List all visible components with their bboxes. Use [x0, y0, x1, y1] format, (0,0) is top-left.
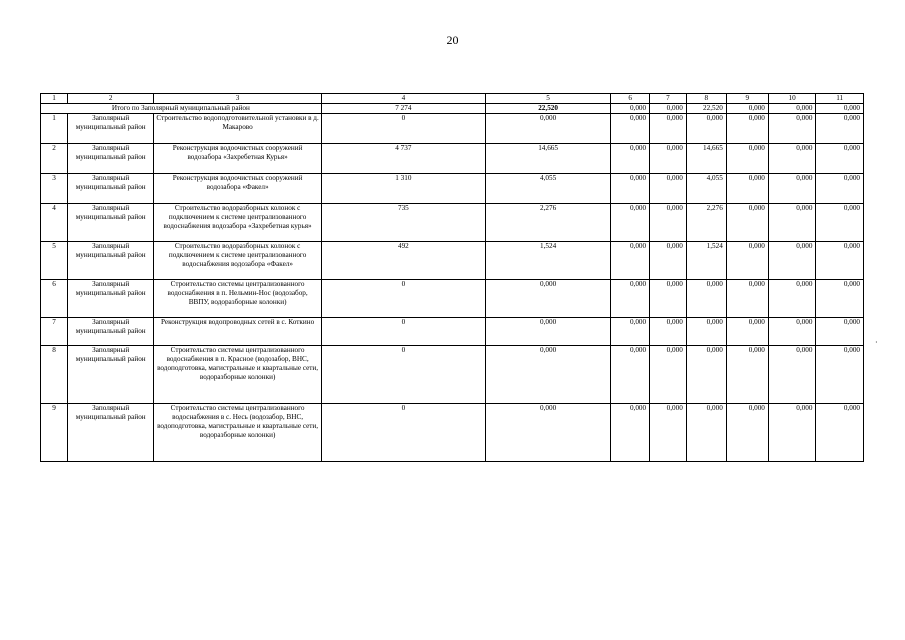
value-cell: 0,000: [611, 280, 650, 318]
value-cell: 14,665: [686, 144, 726, 174]
total-cell: 0,000: [768, 104, 816, 114]
value-cell: 0,000: [726, 242, 768, 280]
value-cell: 0,000: [768, 114, 816, 144]
value-cell: 0,000: [650, 144, 687, 174]
district-cell: Заполярный муниципальный район: [68, 174, 154, 204]
table-row: [41, 346, 864, 404]
value-cell: 0,000: [686, 318, 726, 346]
value-cell: 0,000: [611, 242, 650, 280]
value-cell: 0,000: [650, 242, 687, 280]
column-number: 2: [68, 94, 154, 104]
value-cell: 0,000: [768, 404, 816, 462]
district-cell: Заполярный муниципальный район: [68, 404, 154, 462]
total-cell: 0,000: [726, 104, 768, 114]
value-cell: 0,000: [726, 318, 768, 346]
value-cell: 0,000: [686, 346, 726, 404]
value-cell: 2,276: [485, 204, 610, 242]
value-cell: 0,000: [816, 346, 864, 404]
value-cell: 735: [321, 204, 485, 242]
row-number: 6: [41, 280, 68, 318]
total-cell: 7 274: [321, 104, 485, 114]
column-number: 6: [611, 94, 650, 104]
page-number: 20: [446, 33, 459, 47]
value-cell: 0,000: [686, 404, 726, 462]
project-cell: Строительство водоподготовительной установки в д. Макарово: [154, 114, 321, 144]
value-cell: 0,000: [768, 346, 816, 404]
value-cell: 0,000: [485, 404, 610, 462]
value-cell: 0,000: [611, 404, 650, 462]
district-cell: Заполярный муниципальный район: [68, 242, 154, 280]
table-row: [41, 144, 864, 174]
column-number: 1: [41, 94, 68, 104]
value-cell: 0,000: [485, 346, 610, 404]
total-label: Итого по Заполярный муниципальный район: [41, 104, 322, 114]
row-number: 2: [41, 144, 68, 174]
column-number-row: [41, 94, 864, 104]
value-cell: 0,000: [726, 114, 768, 144]
value-cell: 0,000: [726, 174, 768, 204]
value-cell: 0,000: [650, 204, 687, 242]
value-cell: 0,000: [816, 404, 864, 462]
row-number: 3: [41, 174, 68, 204]
column-number: 8: [686, 94, 726, 104]
column-number: 9: [726, 94, 768, 104]
value-cell: 0,000: [611, 204, 650, 242]
table-row: [41, 174, 864, 204]
total-row: [41, 104, 864, 114]
total-cell: 0,000: [650, 104, 687, 114]
value-cell: 0: [321, 318, 485, 346]
project-cell: Строительство водоразборных колонок с подключением к системе централизованного водоснабжения водозабора «Захребетная курья»: [154, 204, 321, 242]
row-number: 4: [41, 204, 68, 242]
value-cell: 0,000: [611, 346, 650, 404]
column-number: 4: [321, 94, 485, 104]
value-cell: 14,665: [485, 144, 610, 174]
column-number: 3: [154, 94, 321, 104]
column-number: 10: [768, 94, 816, 104]
value-cell: 0,000: [816, 242, 864, 280]
total-cell: 22,520: [686, 104, 726, 114]
value-cell: 0,000: [816, 280, 864, 318]
table-row: [41, 114, 864, 144]
value-cell: 0: [321, 114, 485, 144]
value-cell: 0,000: [650, 404, 687, 462]
project-cell: Реконструкция водоочистных сооружений водозабора «Факел»: [154, 174, 321, 204]
total-cell: 0,000: [816, 104, 864, 114]
value-cell: 4 737: [321, 144, 485, 174]
value-cell: 492: [321, 242, 485, 280]
row-number: 5: [41, 242, 68, 280]
project-cell: Строительство водоразборных колонок с подключением к системе централизованного водоснабжения водозабора «Факел»: [154, 242, 321, 280]
value-cell: 0,000: [816, 204, 864, 242]
table-row: [41, 242, 864, 280]
project-cell: Строительство системы централизованного водоснабжения в п. Нельмин-Нос (водозабор, ВВПУ, водоразборные колонки): [154, 280, 321, 318]
column-number: 7: [650, 94, 687, 104]
row-number: 1: [41, 114, 68, 144]
value-cell: 0,000: [768, 174, 816, 204]
total-cell: 0,000: [611, 104, 650, 114]
district-cell: Заполярный муниципальный район: [68, 144, 154, 174]
value-cell: 0,000: [726, 404, 768, 462]
project-cell: Реконструкция водопроводных сетей в с. Коткино: [154, 318, 321, 346]
district-cell: Заполярный муниципальный район: [68, 204, 154, 242]
value-cell: 0,000: [816, 114, 864, 144]
table-row: [41, 404, 864, 462]
value-cell: 0,000: [650, 318, 687, 346]
table-row: [41, 318, 864, 346]
table-row: [41, 280, 864, 318]
value-cell: 0,000: [726, 280, 768, 318]
value-cell: 0,000: [726, 144, 768, 174]
value-cell: 0,000: [726, 346, 768, 404]
project-cell: Строительство системы централизованного водоснабжения в с. Несь (водозабор, ВНС, водоподготовка, магистральные и квартальные сети, водоразборные колонки): [154, 404, 321, 462]
value-cell: 4,055: [686, 174, 726, 204]
value-cell: 0,000: [650, 280, 687, 318]
value-cell: 0,000: [816, 318, 864, 346]
value-cell: 0,000: [611, 144, 650, 174]
column-number: 11: [816, 94, 864, 104]
value-cell: 0,000: [611, 318, 650, 346]
district-cell: Заполярный муниципальный район: [68, 318, 154, 346]
project-cell: Реконструкция водоочистных сооружений водозабора «Захребетная Курья»: [154, 144, 321, 174]
value-cell: 0,000: [686, 280, 726, 318]
investment-table: [40, 93, 864, 462]
value-cell: 0,000: [768, 204, 816, 242]
value-cell: 0,000: [768, 144, 816, 174]
district-cell: Заполярный муниципальный район: [68, 346, 154, 404]
value-cell: 0,000: [611, 114, 650, 144]
value-cell: 0,000: [686, 114, 726, 144]
value-cell: 0,000: [485, 114, 610, 144]
margin-mark: ·: [875, 338, 878, 347]
table-row: [41, 204, 864, 242]
row-number: 9: [41, 404, 68, 462]
value-cell: 0,000: [650, 114, 687, 144]
value-cell: 0,000: [726, 204, 768, 242]
value-cell: 0: [321, 280, 485, 318]
value-cell: 0,000: [816, 144, 864, 174]
value-cell: 0,000: [650, 346, 687, 404]
value-cell: 0,000: [485, 318, 610, 346]
value-cell: 1,524: [485, 242, 610, 280]
row-number: 8: [41, 346, 68, 404]
value-cell: 4,055: [485, 174, 610, 204]
value-cell: 0,000: [768, 318, 816, 346]
value-cell: 0,000: [485, 280, 610, 318]
value-cell: 2,276: [686, 204, 726, 242]
district-cell: Заполярный муниципальный район: [68, 114, 154, 144]
value-cell: 0,000: [768, 242, 816, 280]
value-cell: 0,000: [816, 174, 864, 204]
district-cell: Заполярный муниципальный район: [68, 280, 154, 318]
value-cell: 0,000: [650, 174, 687, 204]
project-cell: Строительство системы централизованного водоснабжения в п. Красное (водозабор, ВНС, водоподготовка, магистральные и квартальные сети, водоразборные колонки): [154, 346, 321, 404]
value-cell: 0: [321, 346, 485, 404]
column-number: 5: [485, 94, 610, 104]
row-number: 7: [41, 318, 68, 346]
value-cell: 0,000: [768, 280, 816, 318]
total-cell: 22,520: [485, 104, 610, 114]
value-cell: 1,524: [686, 242, 726, 280]
value-cell: 1 310: [321, 174, 485, 204]
value-cell: 0: [321, 404, 485, 462]
value-cell: 0,000: [611, 174, 650, 204]
